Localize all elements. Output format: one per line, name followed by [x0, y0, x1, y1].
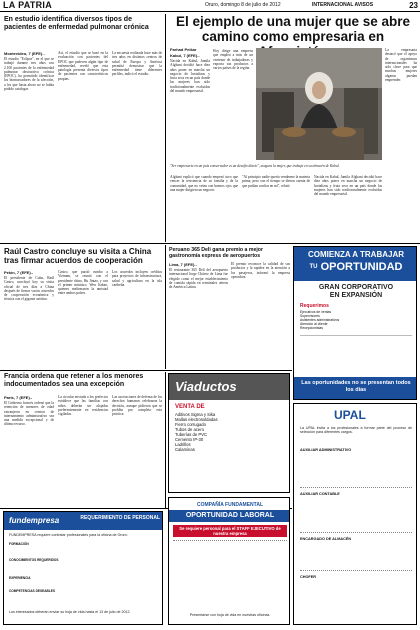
- article-pulmonar-col3: La encuesta realizada hace más de tres años en distintos centros de salud de Europa y América permitió demostrar que la enfermedad tiene diferentes perfiles, indicó el estudio.: [112, 51, 162, 77]
- horizontal-divider: [0, 243, 420, 244]
- ad-corporativo-divider: [300, 335, 412, 375]
- list-item: Ejecutivos de ventas: [300, 310, 332, 314]
- ad-corporativo-footer: Las oportunidades no se presentan todos los días: [294, 377, 417, 399]
- ad-fundempresa-header: [4, 512, 163, 530]
- ad-upal-section: AUXILIAR ADMINISTRATIVO: [300, 448, 352, 452]
- ad-fundempresa-section: CONOCIMIENTOS REQUERIDOS: [9, 557, 59, 562]
- ad-fundempresa-section: EXPERIENCIA: [9, 575, 31, 580]
- masthead: [0, 0, 420, 12]
- ad-laboral-subtitle: Se requiere personal para el STAFF EJECUTIVO de nuestra empresa: [173, 525, 287, 537]
- list-item: Atención al cliente: [300, 322, 328, 326]
- ad-laboral-company: COMPAÑÍA FUNDAMENTAL: [196, 502, 263, 508]
- photo-caption-afganistan: "Ser empresaria en un país conservador es un desafío diario", asegura la mujer, que trabaja en su almacén de Kabul.: [170, 164, 340, 168]
- ad-fundempresa-section: COMPETENCIAS DESEABLES: [9, 589, 56, 594]
- ad-viaducto-title: Viaductos: [175, 379, 237, 394]
- photo-illustration: [256, 48, 382, 160]
- article-francia-col3: Las asociaciones de defensa de los derechos humanos celebraron la decisión, aunque pidieron que se prohíba por completo esta práctica.: [112, 395, 162, 417]
- ad-viaducto-items: [175, 412, 283, 452]
- article-francia-col2: La circular enviada a los prefectos establece que las familias con niños deberán ser alojadas preferentemente en residencias vigiladas.: [58, 395, 108, 417]
- ad-upal-title: UPAL: [334, 408, 366, 422]
- ad-corporativo-title2: OPORTUNIDAD: [320, 261, 403, 273]
- headline-afganistan: El ejemplo de una mujer que se abre camino como empresaria en: [175, 14, 411, 44]
- list-item: Recepcionistas: [300, 326, 323, 330]
- ad-upal-text: La UPAL invita a los profesionales a formar parte del proceso de selección para diferentes cargos.: [300, 426, 412, 435]
- byline-peru: Lima, 7 (EFE).-: [169, 262, 197, 267]
- ad-gran-corporativo[interactable]: [293, 246, 417, 400]
- ad-upal-section: ENCARGADO DE ALMACÉN: [300, 536, 352, 541]
- byline-pulmonar: Montevideo, 7 (EFE).-: [4, 51, 45, 56]
- ad-corporativo-subtitle1: GRAN CORPORATIVO: [318, 284, 394, 291]
- headline-pulmonar: En estudio identifica diversos tipos de pacientes de enfermedad pulmonar crónica: [4, 16, 149, 32]
- column-divider: [165, 14, 166, 242]
- ad-corporativo-subtitle2: EN EXPANSIÓN: [329, 292, 383, 299]
- byline-raul-castro: Pekín, 7 (EFE).-: [4, 270, 34, 275]
- article-raul-col3: Los acuerdos incluyen créditos para proyectos de infraestructura, salud y agricultura en la isla caribeña.: [112, 270, 162, 287]
- list-item: Tubos de acero: [175, 427, 204, 432]
- ad-corporativo-requisitos: [300, 310, 412, 330]
- list-item: Mallas electrosoldadas: [175, 417, 218, 422]
- issue-date: Oruro, domingo 8 de julio de 2012: [205, 2, 281, 8]
- article-pulmonar-col1: El estudio "Eclipse", en el que se trabajó durante tres años con 2.100 pacientes de la enfermedad pulmonar obstructiva crónica (EPOC), ha permitido identificar los biomarcadores de la afección, a los que hasta ahora no se había podido catalogar.: [4, 57, 54, 92]
- article-peru-col2: El premio reconoce la calidad de sus productos y la rapidez en la atención a los pasajeros, informó la empresa operadora.: [231, 262, 290, 279]
- ad-corporativo-requisitos-title: Requerimos: [300, 303, 329, 309]
- list-item: Supervisores: [300, 314, 320, 318]
- headline-peru: Peruano 365 Deli gana premio a mejor gastronomía express de aeropuertos: [169, 247, 263, 259]
- article-francia-col1: El Gobierno francés ordenó que la retención de menores de edad extranjeros en centros de internamiento administrativo sea una medida excepcional y de último recurso.: [4, 401, 54, 427]
- section-name: INTERNACIONAL AVISOS: [312, 2, 374, 8]
- article-pulmonar-col2: Así, el estudio que se basó en la evaluación con pacientes del EPOC que padecen algún tipo de enfermedad, reveló que esta patología presenta diversos tipos de pacientes con características propias.: [58, 51, 108, 81]
- ad-fundempresa-sections: [9, 543, 159, 594]
- list-item: Fierro corrugado: [175, 422, 206, 427]
- list-item: Ladrillos: [175, 442, 191, 447]
- article-afganistan-col2: Hoy dirige una empresa que emplea a más de un centenar de trabajadoras y exporta sus productos a varios países de la región.: [213, 49, 253, 71]
- ad-laboral-body: [173, 540, 287, 612]
- page-number: 23: [409, 1, 418, 10]
- dateline-afganistan: Kabul, 7 (EFE).-: [170, 53, 200, 58]
- headline-francia: Francia ordena que retener a los menores indocumentados sea una excepción: [4, 373, 144, 388]
- list-item: Asistentes administrativos: [300, 318, 340, 322]
- article-raul-col2: Castro, que partió rumbo a Vietnam, se reunió con el presidente chino, Hu Jintao, y con el primer ministro, Wen Jiabao, quienes reafirmaron la amistad entre ambos países.: [58, 270, 108, 296]
- ad-upal-section: CHOFER: [300, 575, 317, 580]
- article-afganistan-sidebar: La empresaria destacó que el apoyo de organismos internacionales ha sido clave para que muchas mujeres afganas puedan emprender.: [385, 48, 417, 83]
- ad-oportunidad-laboral[interactable]: [168, 497, 290, 625]
- ad-viaducto[interactable]: [168, 373, 290, 493]
- ad-fundempresa-brand: fundempresa: [9, 516, 60, 525]
- ad-corporativo-subtitle: [298, 284, 414, 300]
- list-item: Calaminas: [175, 447, 195, 452]
- column-divider: [165, 372, 166, 508]
- ad-fundempresa-footer: Los interesados deberán enviar su hoja de vida hasta el 13 de julio de 2012.: [9, 610, 131, 614]
- list-item: Cemento IP-30: [175, 437, 204, 442]
- byline-francia: París, 7 (EFE).-: [4, 395, 33, 400]
- article-afganistan-body1: Afghani explicó que cuando empezó tuvo que vencer la resistencia de su familia y de la comunidad, que no veían con buenos ojos que una mujer dirigiera un negocio.: [170, 175, 238, 192]
- column-divider: [165, 245, 166, 369]
- ad-viaducto-venta: VENTA DE: [175, 404, 205, 410]
- ad-laboral-title: OPORTUNIDAD LABORAL: [169, 510, 290, 522]
- headline-raul-castro: Raúl Castro concluye su visita a China tras firmar acuerdos de cooperación: [4, 247, 152, 266]
- ad-corporativo-header: [294, 247, 417, 281]
- ad-viaducto-header: [169, 374, 290, 400]
- ad-laboral-footer: Presentarse con hoja de vida en nuestras oficinas.: [189, 613, 271, 617]
- ad-fundempresa-title: REQUERIMIENTO DE PERSONAL: [80, 515, 160, 521]
- article-afganistan-body2: "Al principio nadie quería venderme la materia prima, pero con el tiempo se dieron cuenta de que podían confiar en mí", relató.: [242, 175, 310, 188]
- newspaper-logo: LA PATRIA: [3, 0, 53, 10]
- ad-corporativo-tu: TU: [309, 264, 318, 271]
- article-afganistan-body3: Nacida en Kabul, Jamila Afghani decidió hace diez años poner en marcha un negocio de hortalizas y fruta seca en un país donde las mujeres han sido tradicionalmente excluidas del mundo empresarial.: [314, 175, 382, 197]
- list-item: Tuberías de PVC: [175, 432, 207, 437]
- horizontal-divider: [0, 370, 292, 371]
- ad-upal-sections: [300, 444, 412, 580]
- ad-fundempresa[interactable]: [3, 511, 163, 625]
- article-peru-col1: El restaurante 365 Deli del aeropuerto internacional Jorge Chávez de Lima fue elegido como el mejor establecimiento de comida rápida en terminales aéreas de América Latina.: [169, 268, 228, 290]
- ad-upal[interactable]: [293, 403, 417, 625]
- ad-fundempresa-section: FORMACIÓN: [9, 542, 29, 546]
- list-item: Aditivos Sigma y Sika: [175, 412, 216, 417]
- article-raul-col1: El presidente de Cuba, Raúl Castro, concluyó hoy su visita oficial de tres días a China después de firmar varios acuerdos de cooperación económica y técnica con el gigante asiático.: [4, 276, 54, 302]
- ad-fundempresa-text: FUNDEMPRESA requiere contratar profesionales para la oficina de Oruro:: [9, 533, 128, 537]
- ad-upal-section: AUXILIAR CONTABLE: [300, 492, 340, 497]
- ad-corporativo-title1: COMIENZA A TRABAJAR: [308, 250, 404, 259]
- photo-afganistan-woman: [256, 48, 382, 160]
- article-afganistan-col1: Nacida en Kabul, Jamila Afghani decidió hace diez años poner en marcha un negocio de hortalizas y fruta seca en un país donde las mujeres han sido tradicionalmente excluidas del mundo empresarial.: [170, 59, 210, 94]
- byline-afganistan: Farhad Peikar: [170, 47, 197, 52]
